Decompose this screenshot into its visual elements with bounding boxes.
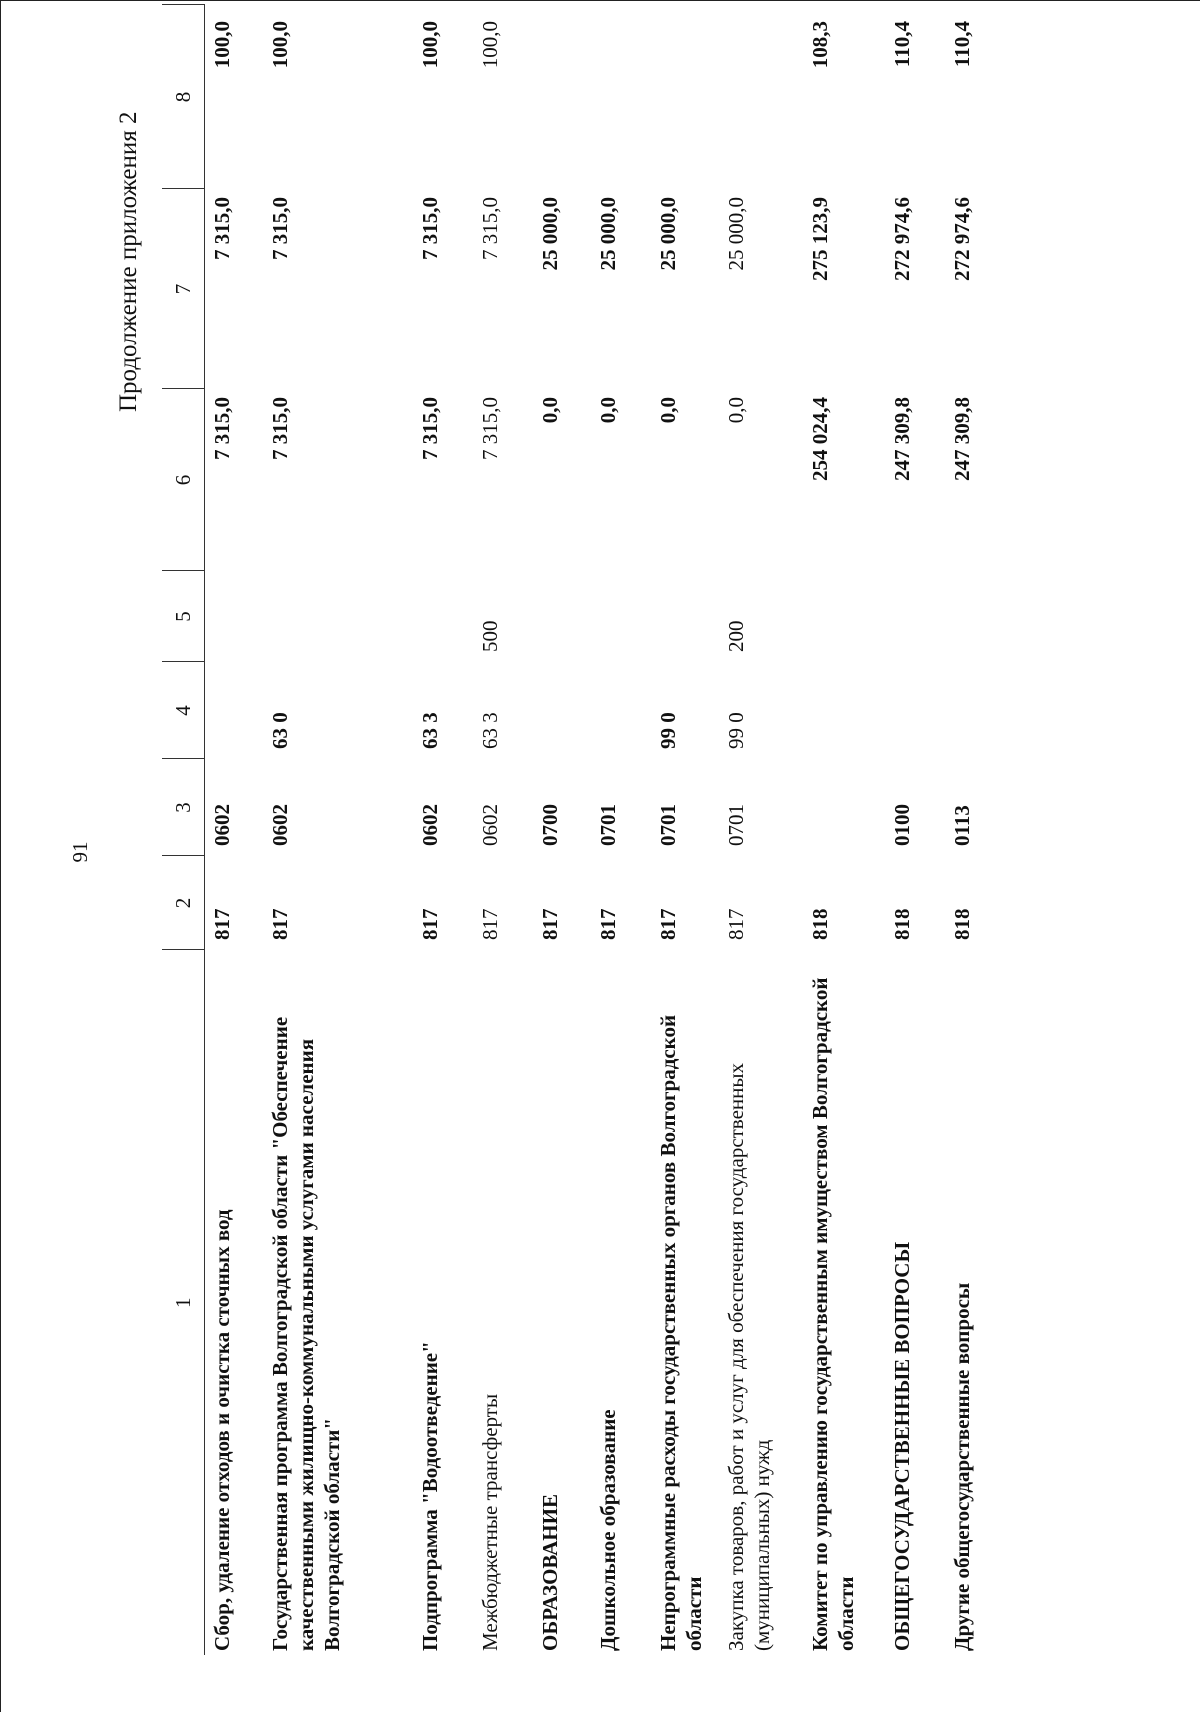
code-expense-type: 500 bbox=[477, 620, 502, 652]
column-header: 7 bbox=[162, 189, 205, 389]
value-approved: 0,0 bbox=[655, 397, 680, 424]
code-section: 0100 bbox=[889, 804, 914, 846]
header-row bbox=[162, 5, 205, 1655]
code-chapter: 817 bbox=[210, 908, 234, 940]
value-percent: 108,3 bbox=[807, 21, 832, 69]
value-executed: 272 974,6 bbox=[889, 197, 914, 281]
row-name: Другие общегосударственные вопросы bbox=[949, 1282, 974, 1651]
code-target bbox=[533, 662, 591, 759]
column-header: 2 bbox=[162, 856, 205, 950]
value-executed: 25 000,0 bbox=[595, 197, 620, 271]
table-row bbox=[205, 5, 263, 1655]
code-target bbox=[591, 662, 651, 759]
value-percent: 100,0 bbox=[417, 21, 442, 69]
code-expense-type bbox=[651, 571, 719, 662]
code-expense-type bbox=[205, 571, 263, 662]
value-approved: 0,0 bbox=[537, 397, 562, 424]
value-percent: 100,0 bbox=[210, 21, 234, 69]
code-section: 0701 bbox=[655, 804, 680, 846]
code-expense-type bbox=[945, 571, 1005, 662]
table-row bbox=[945, 5, 1005, 1655]
table-row bbox=[885, 5, 945, 1655]
code-expense-type bbox=[533, 571, 591, 662]
table-row bbox=[263, 5, 413, 1655]
code-chapter: 818 bbox=[889, 908, 914, 940]
value-executed: 7 315,0 bbox=[417, 197, 442, 260]
code-section bbox=[803, 759, 885, 856]
table-row bbox=[591, 5, 651, 1655]
row-name: Закупка товаров, работ и услуг для обеспечения государственных (муниципальных) нужд bbox=[723, 1062, 774, 1651]
code-section: 0602 bbox=[477, 804, 502, 846]
code-section: 0602 bbox=[210, 804, 234, 846]
row-name: Межбюджетные трансферты bbox=[477, 1393, 502, 1651]
row-name: ОБРАЗОВАНИЕ bbox=[537, 1494, 562, 1651]
value-executed: 25 000,0 bbox=[537, 197, 562, 271]
value-approved: 0,0 bbox=[595, 397, 620, 424]
table-row bbox=[473, 5, 533, 1655]
value-executed: 7 315,0 bbox=[267, 197, 292, 260]
row-name: ОБЩЕГОСУДАРСТВЕННЫЕ ВОПРОСЫ bbox=[889, 1241, 914, 1651]
column-header: 1 bbox=[162, 950, 205, 1655]
code-chapter: 818 bbox=[949, 908, 974, 940]
code-target: 63 3 bbox=[477, 712, 502, 749]
appendix-note: Продолжение приложения 2 bbox=[115, 111, 142, 412]
code-chapter: 818 bbox=[807, 908, 832, 940]
code-section: 0701 bbox=[595, 804, 620, 846]
code-target bbox=[205, 662, 263, 759]
value-percent bbox=[533, 5, 591, 189]
code-section: 0701 bbox=[723, 804, 748, 846]
value-executed: 275 123,9 bbox=[807, 197, 832, 281]
value-percent: 100,0 bbox=[267, 21, 292, 69]
page-number: 91 bbox=[68, 841, 92, 863]
value-executed: 7 315,0 bbox=[477, 197, 502, 260]
code-chapter: 817 bbox=[723, 908, 748, 940]
row-name: Государственная программа Волгоградской области "Обеспечение качественными жилищно-коммунальными услугами населения Волгоградской области" bbox=[267, 1016, 344, 1651]
code-expense-type bbox=[885, 571, 945, 662]
value-executed: 272 974,6 bbox=[949, 197, 974, 281]
code-chapter: 817 bbox=[595, 908, 620, 940]
value-percent: 110,4 bbox=[889, 21, 914, 68]
column-header: 8 bbox=[162, 5, 205, 189]
code-expense-type: 200 bbox=[723, 620, 748, 652]
code-target: 99 0 bbox=[723, 712, 748, 749]
value-approved: 7 315,0 bbox=[210, 397, 234, 460]
code-chapter: 817 bbox=[655, 908, 680, 940]
column-header: 3 bbox=[162, 759, 205, 856]
row-name: Сбор, удаление отходов и очистка сточных вод bbox=[210, 1209, 234, 1651]
code-chapter: 817 bbox=[267, 908, 292, 940]
code-target bbox=[885, 662, 945, 759]
code-expense-type bbox=[591, 571, 651, 662]
value-executed: 25 000,0 bbox=[723, 197, 748, 271]
table-row bbox=[413, 5, 473, 1655]
value-approved: 254 024,4 bbox=[807, 397, 832, 481]
row-name: Дошкольное образование bbox=[595, 1409, 620, 1651]
code-expense-type bbox=[413, 571, 473, 662]
code-chapter: 817 bbox=[537, 908, 562, 940]
value-percent bbox=[591, 5, 651, 189]
code-expense-type bbox=[263, 571, 413, 662]
code-target: 63 3 bbox=[417, 712, 442, 749]
table-row bbox=[803, 5, 885, 1655]
code-section: 0602 bbox=[417, 804, 442, 846]
code-chapter: 817 bbox=[477, 908, 502, 940]
value-executed: 7 315,0 bbox=[210, 197, 234, 260]
table-body bbox=[205, 5, 1005, 1655]
budget-table bbox=[162, 5, 1005, 1656]
value-percent bbox=[651, 5, 719, 189]
code-target: 63 0 bbox=[267, 712, 292, 749]
value-executed: 25 000,0 bbox=[655, 197, 680, 271]
row-name: Подпрограмма "Водоотведение" bbox=[417, 1341, 442, 1651]
value-approved: 247 309,8 bbox=[949, 397, 974, 481]
code-section: 0602 bbox=[267, 804, 292, 846]
value-approved: 7 315,0 bbox=[477, 397, 502, 460]
code-section: 0113 bbox=[949, 805, 974, 846]
table-row bbox=[719, 5, 803, 1655]
code-target bbox=[945, 662, 1005, 759]
column-header: 5 bbox=[162, 571, 205, 662]
code-expense-type bbox=[803, 571, 885, 662]
row-name: Непрограммные расходы государственных органов Волгоградской области bbox=[655, 1014, 706, 1651]
value-approved: 247 309,8 bbox=[889, 397, 914, 481]
value-approved: 7 315,0 bbox=[267, 397, 292, 460]
code-target: 99 0 bbox=[655, 712, 680, 749]
row-name: Комитет по управлению государственным имуществом Волгоградской области bbox=[807, 977, 858, 1651]
code-chapter: 817 bbox=[417, 908, 442, 940]
table-header bbox=[162, 5, 205, 1655]
column-header: 6 bbox=[162, 389, 205, 571]
value-percent bbox=[719, 5, 803, 189]
column-header: 4 bbox=[162, 662, 205, 759]
table-row bbox=[533, 5, 591, 1655]
value-approved: 0,0 bbox=[723, 397, 748, 424]
code-section: 0700 bbox=[537, 804, 562, 846]
value-approved: 7 315,0 bbox=[417, 397, 442, 460]
code-target bbox=[803, 662, 885, 759]
table-row bbox=[651, 5, 719, 1655]
value-percent: 100,0 bbox=[477, 21, 502, 69]
value-percent: 110,4 bbox=[949, 21, 974, 68]
